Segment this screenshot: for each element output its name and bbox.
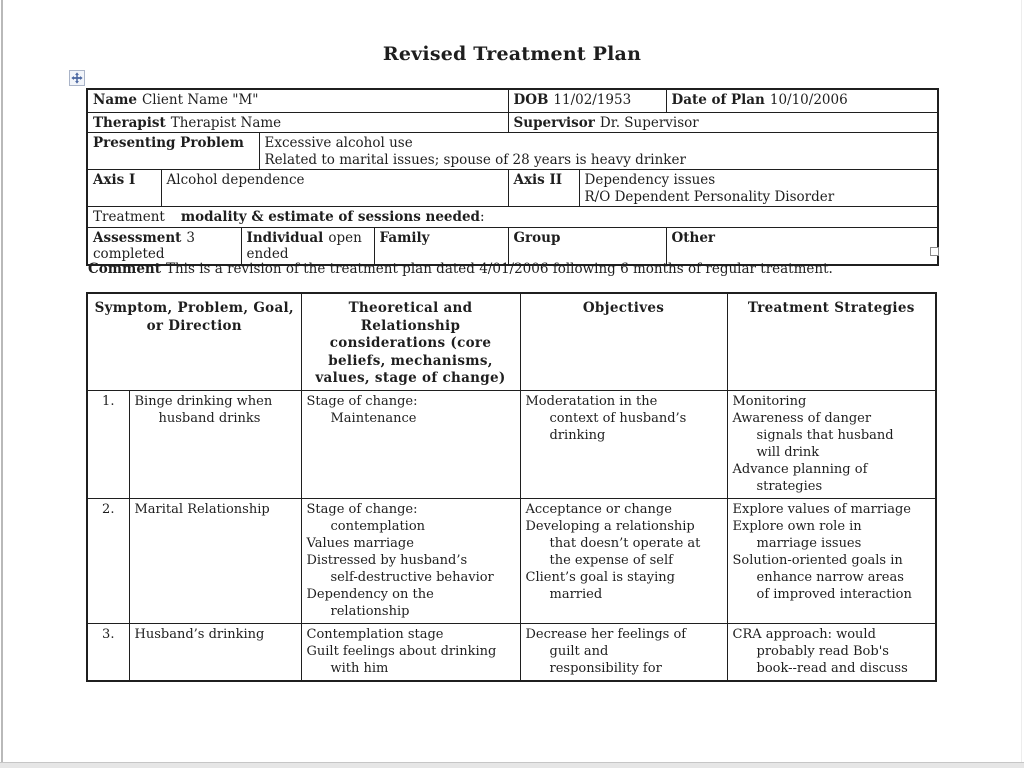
comment-line bbox=[88, 260, 988, 278]
text-line: drinking bbox=[525, 427, 606, 443]
plan-table-row bbox=[87, 498, 936, 623]
plan-cell-symptom bbox=[129, 498, 301, 623]
table-resize-handle-icon[interactable] bbox=[930, 247, 939, 256]
plan-cell-symptom bbox=[129, 390, 301, 498]
page-edge-right bbox=[1021, 0, 1022, 768]
session-cell-other bbox=[666, 227, 938, 265]
text-line: married bbox=[525, 586, 603, 602]
text-line: husband drinks bbox=[134, 410, 261, 426]
text-line: R/O Dependent Personality Disorder bbox=[584, 188, 835, 205]
text-line: Guilt feelings about drinking bbox=[306, 643, 497, 659]
four-way-arrow-icon bbox=[71, 72, 83, 84]
plan-table-row bbox=[87, 390, 936, 498]
group-label: Group bbox=[513, 229, 561, 246]
plan-cell-strategies bbox=[727, 498, 936, 623]
plan-cell-theoretical bbox=[301, 498, 520, 623]
text-line: Maintenance bbox=[306, 410, 417, 426]
text-line: Marital Relationship bbox=[134, 501, 270, 517]
supervisor-label: Supervisor bbox=[513, 114, 595, 131]
comment-text: This is a revision of the treatment plan dated 4/01/2006 following 6 months of regular treatment. bbox=[165, 261, 833, 277]
dob-value: 11/02/1953 bbox=[553, 92, 632, 108]
treatment-prefix: Treatment bbox=[93, 209, 165, 225]
plan-cell-objectives bbox=[520, 390, 727, 498]
text-line: Monitoring bbox=[732, 393, 807, 409]
supervisor-value: Dr. Supervisor bbox=[599, 114, 699, 131]
session-cell-family bbox=[374, 227, 508, 265]
text-line: Awareness of danger bbox=[732, 410, 872, 426]
text-line: probably read Bob's bbox=[732, 643, 889, 659]
presenting-problem-label: Presenting Problem bbox=[93, 135, 244, 151]
text-line: Solution-oriented goals in bbox=[732, 552, 903, 568]
plan-cell-objectives bbox=[520, 498, 727, 623]
plan-cell-theoretical bbox=[301, 623, 520, 681]
axis2-value-cell bbox=[579, 170, 938, 207]
session-cell-individual bbox=[241, 227, 374, 265]
name-label: Name bbox=[93, 92, 137, 108]
treatment-colon: : bbox=[479, 209, 485, 225]
assessment-value: 3 completed bbox=[93, 229, 195, 262]
text-line: guilt and bbox=[525, 643, 609, 659]
text-line: Values marriage bbox=[306, 535, 414, 551]
plan-date-label: Date of Plan bbox=[671, 92, 765, 108]
text-line: of improved interaction bbox=[732, 586, 912, 602]
axis1-label: Axis I bbox=[93, 172, 136, 188]
plan-cell-symptom bbox=[129, 623, 301, 681]
page-title: Revised Treatment Plan bbox=[382, 43, 642, 65]
text-line: with him bbox=[306, 660, 389, 676]
presenting-problem-label-cell bbox=[87, 133, 259, 170]
plan-date-value: 10/10/2006 bbox=[769, 92, 848, 108]
text-line: Advance planning of bbox=[732, 461, 868, 477]
text-line: marriage issues bbox=[732, 535, 862, 551]
other-label: Other bbox=[671, 229, 716, 246]
comment-label: Comment bbox=[88, 261, 161, 277]
text-line: Dependency on the bbox=[306, 586, 434, 602]
session-cell-assessment bbox=[87, 227, 241, 265]
plan-table-header-row bbox=[87, 293, 936, 390]
family-label: Family bbox=[379, 229, 430, 246]
assessment-label: Assessment bbox=[93, 229, 182, 246]
axis2-label: Axis II bbox=[513, 172, 563, 188]
text-line: 3. bbox=[102, 626, 115, 642]
header-objectives: Objectives bbox=[520, 293, 727, 390]
text-line: Contemplation stage bbox=[306, 626, 444, 642]
plan-cell-strategies bbox=[727, 623, 936, 681]
session-cell-group bbox=[508, 227, 666, 265]
plan-cell-num bbox=[87, 623, 129, 681]
text-line: Client’s goal is staying bbox=[525, 569, 675, 585]
header-theoretical: Theoretical and Relationship considerations (core beliefs, mechanisms, values, stage of change) bbox=[301, 293, 520, 390]
text-line: 1. bbox=[102, 393, 115, 409]
text-line: 2. bbox=[102, 501, 115, 517]
treatment-plan-table bbox=[86, 292, 937, 682]
text-line: will drink bbox=[732, 444, 820, 460]
dob-cell bbox=[508, 89, 666, 112]
supervisor-cell bbox=[508, 112, 938, 133]
text-line: signals that husband bbox=[732, 427, 894, 443]
text-line: Related to marital issues; spouse of 28 years is heavy drinker bbox=[264, 151, 686, 168]
text-line: strategies bbox=[732, 478, 823, 494]
text-line: book--read and discuss bbox=[732, 660, 908, 676]
axis1-value: Alcohol dependence bbox=[166, 172, 305, 188]
text-line: CRA approach: would bbox=[732, 626, 876, 642]
text-line: Explore values of marriage bbox=[732, 501, 911, 517]
text-line: self-destructive behavior bbox=[306, 569, 494, 585]
text-line: Distressed by husband’s bbox=[306, 552, 468, 568]
header-strategies: Treatment Strategies bbox=[727, 293, 936, 390]
axis2-label-cell bbox=[508, 170, 579, 207]
header-symptom: Symptom, Problem, Goal, or Direction bbox=[87, 293, 301, 390]
name-value: Client Name "M" bbox=[141, 92, 259, 108]
text-line: that doesn’t operate at bbox=[525, 535, 701, 551]
page-edge-left bbox=[1, 0, 3, 768]
axis1-label-cell bbox=[87, 170, 161, 207]
plan-cell-num bbox=[87, 390, 129, 498]
plan-cell-objectives bbox=[520, 623, 727, 681]
text-line: Binge drinking when bbox=[134, 393, 273, 409]
client-info-table bbox=[86, 88, 939, 266]
plan-table-row bbox=[87, 623, 936, 681]
individual-label: Individual bbox=[246, 229, 324, 246]
plan-cell-theoretical bbox=[301, 390, 520, 498]
treatment-bold-text: modality & estimate of sessions needed bbox=[180, 209, 480, 225]
text-line: Moderatation in the bbox=[525, 393, 658, 409]
plan-table-body bbox=[87, 390, 936, 681]
plan-cell-strategies bbox=[727, 390, 936, 498]
plan-cell-num bbox=[87, 498, 129, 623]
text-line: the expense of self bbox=[525, 552, 673, 568]
individual-value: open ended bbox=[246, 229, 362, 262]
text-line: context of husband’s bbox=[525, 410, 687, 426]
dob-label: DOB bbox=[513, 92, 549, 108]
text-line: Husband’s drinking bbox=[134, 626, 265, 642]
text-line: Stage of change: bbox=[306, 393, 418, 409]
plan-date-cell bbox=[666, 89, 938, 112]
treatment-modality-cell bbox=[87, 207, 938, 228]
text-line: Decrease her feelings of bbox=[525, 626, 687, 642]
axis1-value-cell bbox=[161, 170, 508, 207]
text-line: Explore own role in bbox=[732, 518, 862, 534]
therapist-label: Therapist bbox=[93, 114, 166, 131]
therapist-value: Therapist Name bbox=[170, 114, 282, 131]
text-line: Excessive alcohol use bbox=[264, 135, 413, 151]
text-line: relationship bbox=[306, 603, 410, 619]
table-move-handle-icon[interactable] bbox=[69, 70, 85, 86]
therapist-cell bbox=[87, 112, 508, 133]
page-edge-bottom bbox=[0, 762, 1024, 768]
text-line: Stage of change: bbox=[306, 501, 418, 517]
text-line: Developing a relationship bbox=[525, 518, 695, 534]
text-line: Acceptance or change bbox=[525, 501, 672, 517]
name-cell bbox=[87, 89, 508, 112]
presenting-problem-value-cell bbox=[259, 133, 938, 170]
text-line: responsibility for bbox=[525, 660, 662, 676]
text-line: Dependency issues bbox=[584, 172, 716, 188]
text-line: enhance narrow areas bbox=[732, 569, 904, 585]
text-line: contemplation bbox=[306, 518, 426, 534]
